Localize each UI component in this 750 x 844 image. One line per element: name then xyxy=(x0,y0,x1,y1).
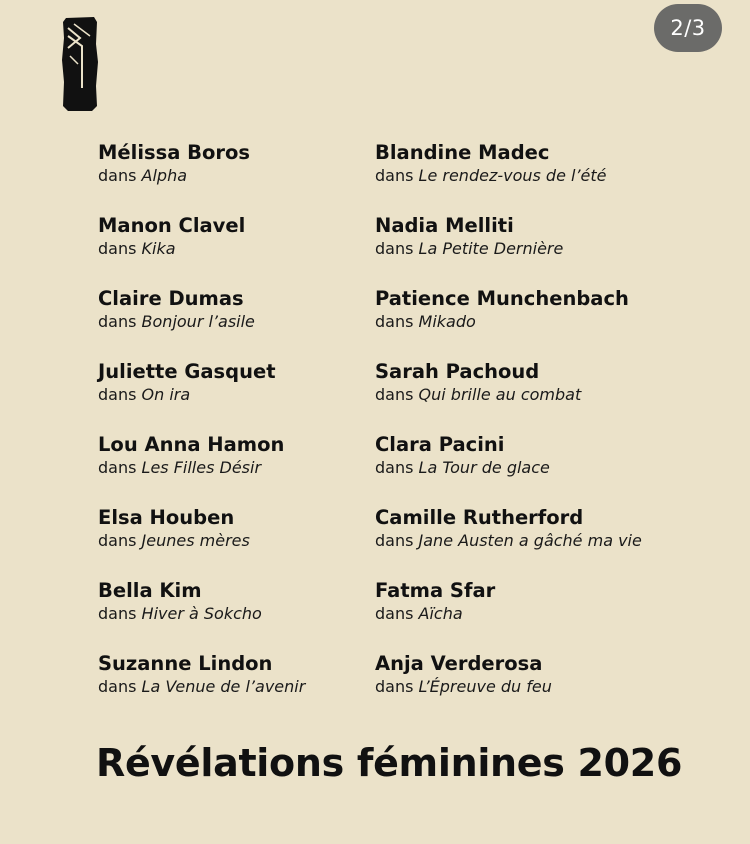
nominee-name: Lou Anna Hamon xyxy=(98,433,285,456)
nominee-name: Suzanne Lindon xyxy=(98,652,273,675)
page-title: Révélations féminines 2026 xyxy=(96,741,683,785)
film-prefix: dans xyxy=(375,385,414,404)
film-prefix: dans xyxy=(375,239,414,258)
film-title: Les Filles Désir xyxy=(141,458,262,477)
nominee-entry xyxy=(98,433,368,506)
nominee-film-line xyxy=(98,384,368,406)
film-title: Bonjour l’asile xyxy=(141,312,255,331)
nominee-name: Sarah Pachoud xyxy=(375,360,540,383)
nominee-film-line xyxy=(375,311,735,333)
film-prefix: dans xyxy=(98,531,137,550)
nominee-entry xyxy=(98,652,368,725)
nominee-film-line xyxy=(375,530,735,552)
film-prefix: dans xyxy=(375,531,414,550)
film-prefix: dans xyxy=(98,239,137,258)
film-prefix: dans xyxy=(98,312,137,331)
nominee-entry xyxy=(375,141,735,214)
film-title: La Tour de glace xyxy=(418,458,550,477)
nominee-name: Anja Verderosa xyxy=(375,652,543,675)
nominee-entry xyxy=(98,141,368,214)
nominee-entry xyxy=(98,287,368,360)
film-title: La Venue de l’avenir xyxy=(141,677,306,696)
nominee-name: Manon Clavel xyxy=(98,214,246,237)
nominee-name: Juliette Gasquet xyxy=(98,360,276,383)
nominee-entry xyxy=(98,579,368,652)
nominees-left-column xyxy=(98,141,368,725)
nominee-film-line xyxy=(98,165,368,187)
nominee-film-line xyxy=(375,603,735,625)
nominee-film-line xyxy=(98,238,368,260)
nominee-name: Patience Munchenbach xyxy=(375,287,629,310)
film-title: Aïcha xyxy=(418,604,463,623)
film-prefix: dans xyxy=(375,604,414,623)
film-prefix: dans xyxy=(375,458,414,477)
nominee-film-line xyxy=(98,603,368,625)
nominee-entry xyxy=(375,652,735,725)
nominee-name: Fatma Sfar xyxy=(375,579,496,602)
cesar-trophy-logo-icon xyxy=(60,16,100,112)
film-prefix: dans xyxy=(98,604,137,623)
film-prefix: dans xyxy=(98,166,137,185)
nominee-entry xyxy=(375,579,735,652)
film-prefix: dans xyxy=(375,166,414,185)
nominee-name: Clara Pacini xyxy=(375,433,505,456)
nominee-entry xyxy=(375,433,735,506)
nominee-film-line xyxy=(98,457,368,479)
nominee-entry xyxy=(98,506,368,579)
nominee-entry xyxy=(375,287,735,360)
film-title: Alpha xyxy=(141,166,188,185)
nominee-name: Nadia Melliti xyxy=(375,214,514,237)
film-title: On ira xyxy=(141,385,191,404)
film-title: Le rendez-vous de l’été xyxy=(418,166,607,185)
film-title: Kika xyxy=(141,239,176,258)
nominee-name: Claire Dumas xyxy=(98,287,244,310)
nominee-entry xyxy=(375,360,735,433)
nominee-entry xyxy=(375,214,735,287)
film-prefix: dans xyxy=(98,385,137,404)
nominee-name: Blandine Madec xyxy=(375,141,550,164)
film-prefix: dans xyxy=(375,677,414,696)
film-prefix: dans xyxy=(98,677,137,696)
nominee-entry xyxy=(98,214,368,287)
nominee-film-line xyxy=(375,165,735,187)
nominee-film-line xyxy=(375,238,735,260)
nominee-film-line xyxy=(98,311,368,333)
film-title: Jeunes mères xyxy=(141,531,250,550)
film-title: Jane Austen a gâché ma vie xyxy=(418,531,642,550)
nominee-name: Bella Kim xyxy=(98,579,202,602)
nominee-film-line xyxy=(98,676,368,698)
nominee-film-line xyxy=(98,530,368,552)
nominee-film-line xyxy=(375,457,735,479)
nominee-name: Elsa Houben xyxy=(98,506,235,529)
film-prefix: dans xyxy=(98,458,137,477)
film-prefix: dans xyxy=(375,312,414,331)
nominee-film-line xyxy=(375,384,735,406)
page-indicator-badge: 2/3 xyxy=(654,4,722,52)
film-title: Hiver à Sokcho xyxy=(141,604,262,623)
nominee-name: Camille Rutherford xyxy=(375,506,584,529)
nominee-name: Mélissa Boros xyxy=(98,141,251,164)
nominees-right-column xyxy=(375,141,735,725)
film-title: Mikado xyxy=(418,312,476,331)
film-title: L’Épreuve du feu xyxy=(418,677,552,696)
film-title: Qui brille au combat xyxy=(418,385,582,404)
nominee-entry xyxy=(375,506,735,579)
film-title: La Petite Dernière xyxy=(418,239,564,258)
nominee-film-line xyxy=(375,676,735,698)
nominee-entry xyxy=(98,360,368,433)
